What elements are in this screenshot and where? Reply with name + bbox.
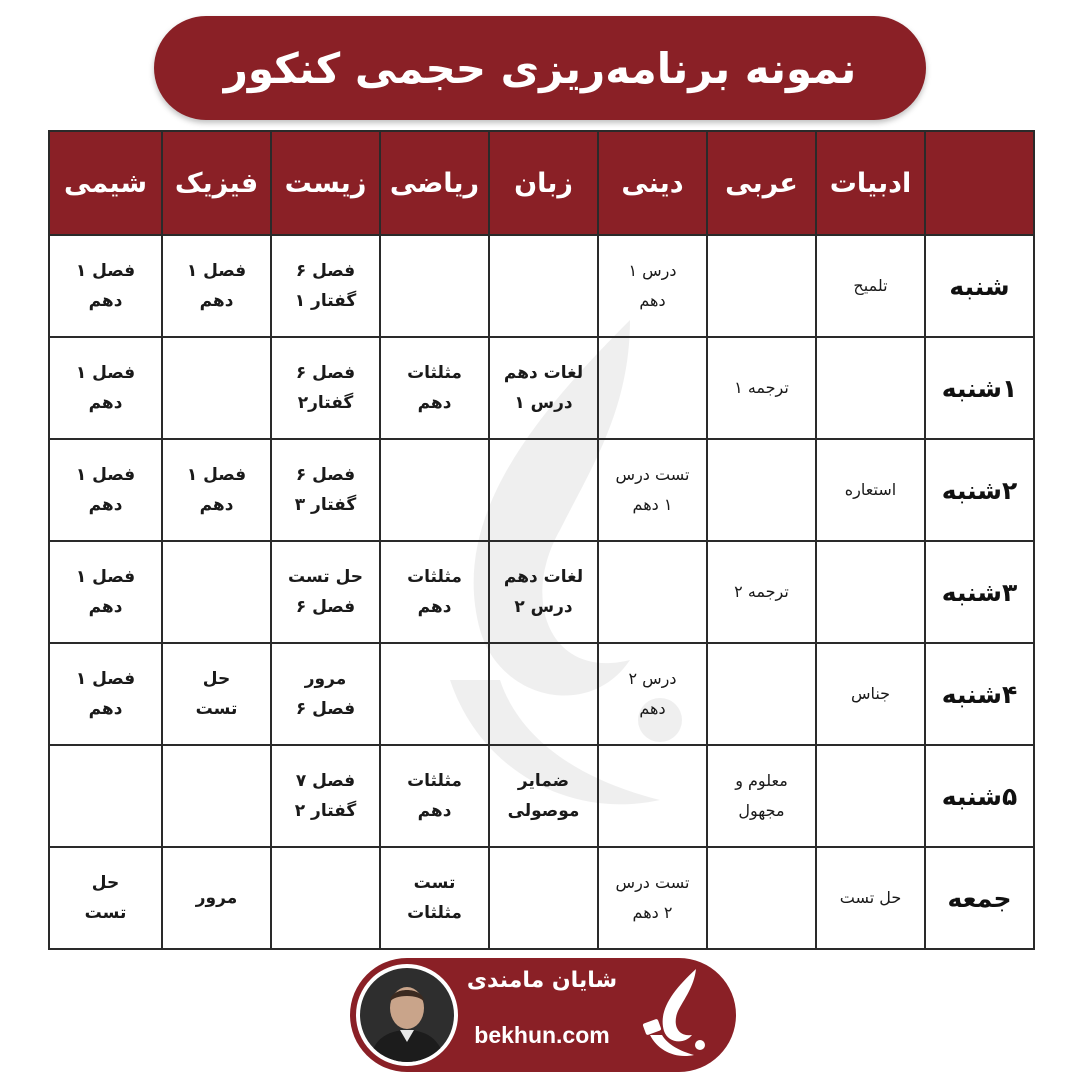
person-photo-icon [360,968,454,1062]
table-cell [707,643,816,745]
table-cell [489,439,598,541]
table-cell [380,235,489,337]
table-cell: جناس [816,643,925,745]
table-cell [271,847,380,949]
table-cell: تست مثلثات [380,847,489,949]
website-link[interactable]: bekhun.com [474,1022,610,1048]
table-row [49,235,1034,337]
column-header: ادبیات [816,131,925,235]
table-cell [162,745,271,847]
bekhun-logo-icon [636,965,724,1065]
table-cell: حل تست [162,643,271,745]
column-header: زیست [271,131,380,235]
schedule-table [48,130,1035,950]
column-header: دینی [598,131,707,235]
table-cell: فصل ۱ دهم [49,643,162,745]
title-banner [154,16,926,120]
table-cell: لغات دهم درس ۱ [489,337,598,439]
table-cell [489,847,598,949]
table-cell: فصل ۱ دهم [49,541,162,643]
table-cell [598,337,707,439]
column-header: عربی [707,131,816,235]
table-cell: درس ۲ دهم [598,643,707,745]
table-row [49,847,1034,949]
table-cell: مثلثات دهم [380,337,489,439]
column-header: زبان [489,131,598,235]
table-cell [707,847,816,949]
table-cell: ترجمه ۱ [707,337,816,439]
day-label: ۲شنبه [925,439,1034,541]
table-cell: حل تست فصل ۶ [271,541,380,643]
table-cell: ضمایر موصولی [489,745,598,847]
table-cell: فصل ۱ دهم [49,439,162,541]
column-header: فیزیک [162,131,271,235]
table-cell: فصل ۱ دهم [162,439,271,541]
table-cell: فصل ۱ دهم [49,235,162,337]
corner-cell [925,131,1034,235]
day-label: ۳شنبه [925,541,1034,643]
table-cell: حل تست [816,847,925,949]
author-name: شایان مامندی [466,968,618,993]
table-cell [707,439,816,541]
table-cell [707,235,816,337]
table-cell: تلمیح [816,235,925,337]
table-cell [162,541,271,643]
avatar [356,964,458,1066]
table-cell: فصل ۶ گفتار ۱ [271,235,380,337]
header-row [49,131,1034,235]
table-cell [489,235,598,337]
table-cell [489,643,598,745]
day-label: ۴شنبه [925,643,1034,745]
table-cell: لغات دهم درس ۲ [489,541,598,643]
table-cell: تست درس ۱ دهم [598,439,707,541]
day-label: ۱شنبه [925,337,1034,439]
day-label: جمعه [925,847,1034,949]
table-cell: مثلثات دهم [380,745,489,847]
table-cell [162,337,271,439]
table-row [49,439,1034,541]
table-cell: فصل ۶ گفتار۲ [271,337,380,439]
table-row [49,745,1034,847]
table-cell: مرور فصل ۶ [271,643,380,745]
table-cell: مثلثات دهم [380,541,489,643]
table-cell: ترجمه ۲ [707,541,816,643]
day-label: ۵شنبه [925,745,1034,847]
column-header: شیمی [49,131,162,235]
table-cell [380,643,489,745]
table-cell: فصل ۶ گفتار ۳ [271,439,380,541]
table-row [49,643,1034,745]
table-cell: فصل ۱ دهم [162,235,271,337]
column-header: ریاضی [380,131,489,235]
table-cell [598,541,707,643]
table-cell: حل تست [49,847,162,949]
table-cell [816,541,925,643]
day-label: شنبه [925,235,1034,337]
table-cell: فصل ۱ دهم [49,337,162,439]
table-row [49,337,1034,439]
table-cell [816,337,925,439]
table-cell [49,745,162,847]
table-cell: تست درس ۲ دهم [598,847,707,949]
table-cell: درس ۱ دهم [598,235,707,337]
table-row [49,541,1034,643]
table-cell [816,745,925,847]
table-cell [380,439,489,541]
table-cell: فصل ۷ گفتار ۲ [271,745,380,847]
table-cell [598,745,707,847]
page-title: نمونه برنامه‌ریزی حجمی کنکور [223,43,857,93]
table-cell: مرور [162,847,271,949]
table-cell: معلوم و مجهول [707,745,816,847]
table-cell: استعاره [816,439,925,541]
